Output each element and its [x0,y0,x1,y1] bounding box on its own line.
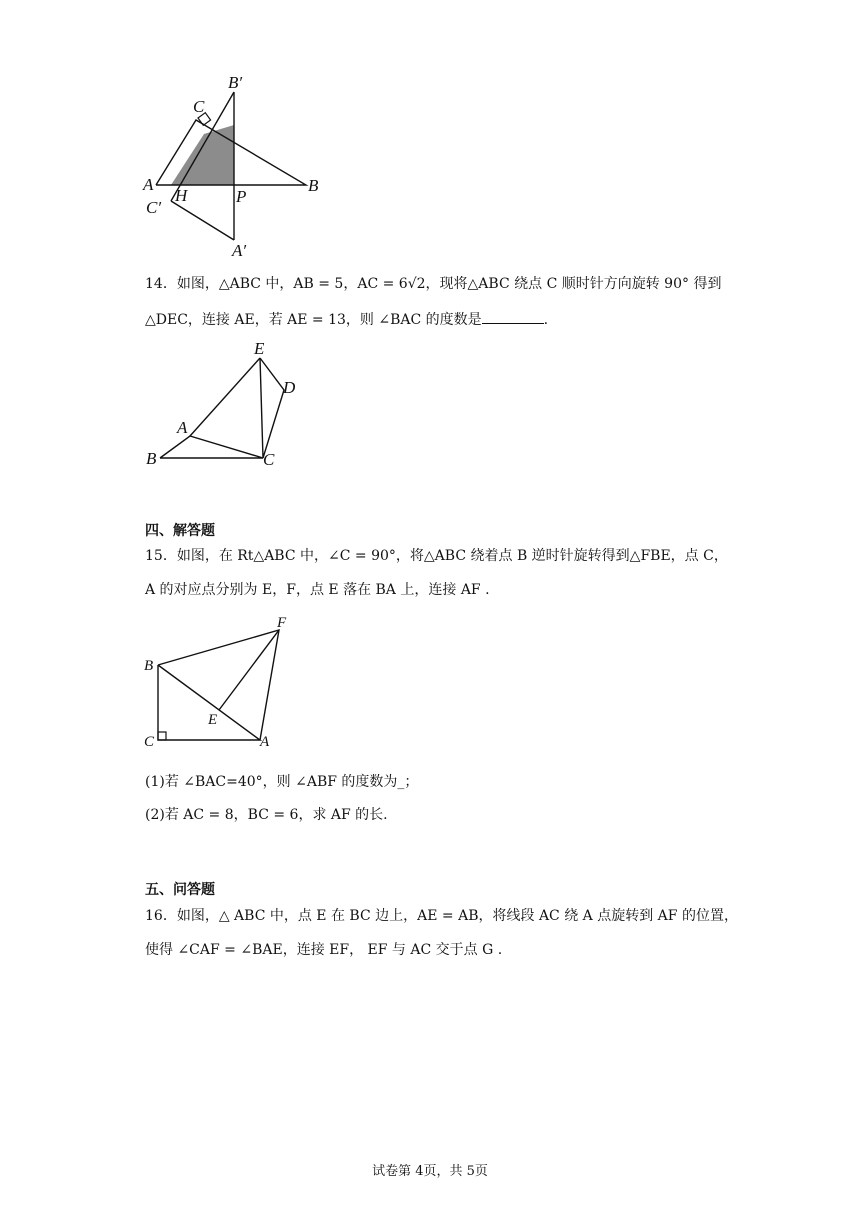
label-c: C [263,450,275,469]
label-a-prime: A′ [232,241,247,260]
question-14-text: △DEC，连接 AE，若 AE = 13，则 ∠BAC 的度数是 [145,312,482,328]
question-15-line-2: A 的对应点分别为 E，F，点 E 落在 BA 上，连接 AF . [145,582,490,598]
label-b-prime: B′ [228,73,243,92]
label-d: D [283,378,296,397]
label-b: B [146,449,157,468]
question-15-part-2: (2)若 AC = 8，BC = 6，求 AF 的长. [145,807,388,823]
figure-13-triangles [140,70,340,265]
question-16-line-1: 16．如图，△ ABC 中，点 E 在 BC 边上，AE = AB，将线段 AC 绕 A 点旋转到 AF 的位置， [145,908,738,924]
label-a: A [143,175,154,194]
question-16-line-2: 使得 ∠CAF = ∠BAE，连接 EF， EF 与 AC 交于点 G . [145,942,503,958]
segment-fe [219,630,279,710]
segment-c-prime-a-prime [171,201,234,240]
answer-blank [482,311,544,324]
question-14-end: . [543,312,549,328]
label-h: H [175,186,188,205]
figure-15-rotation [140,612,300,752]
question-15-part-1: (1)若 ∠BAC=40°，则 ∠ABF 的度数为_； [145,774,419,790]
shaded-region [171,125,234,185]
label-a: A [177,418,188,437]
label-f: F [277,615,287,631]
triangle-dec [260,358,284,458]
segment-ae [190,358,260,436]
triangle-fbe [158,630,279,740]
label-c-prime: C′ [146,198,162,217]
question-14-line-2 [145,310,548,330]
label-b: B [144,658,154,674]
question-15-line-1: 15．如图，在 Rt△ABC 中，∠C = 90°，将△ABC 绕着点 B 逆时针旋转得到△FBE，点 C， [145,548,728,564]
right-angle-mark [158,732,166,740]
triangle-abc [160,436,263,458]
section-4-title: 四、解答题 [145,523,215,539]
figure-14-rotation [140,335,320,475]
label-p: P [236,187,247,206]
label-a: A [260,734,270,750]
label-c: C [144,734,155,750]
label-e: E [254,339,265,358]
section-5-title: 五、问答题 [145,882,215,898]
label-e: E [208,712,218,728]
label-b: B [308,176,319,195]
page-footer: 试卷第 4页，共 5页 [372,1164,488,1179]
question-14-line-1: 14．如图，△ABC 中，AB = 5，AC = 6√2，现将△ABC 绕点 C 顺时针方向旋转 90° 得到 [145,276,722,292]
label-c: C [193,97,205,116]
